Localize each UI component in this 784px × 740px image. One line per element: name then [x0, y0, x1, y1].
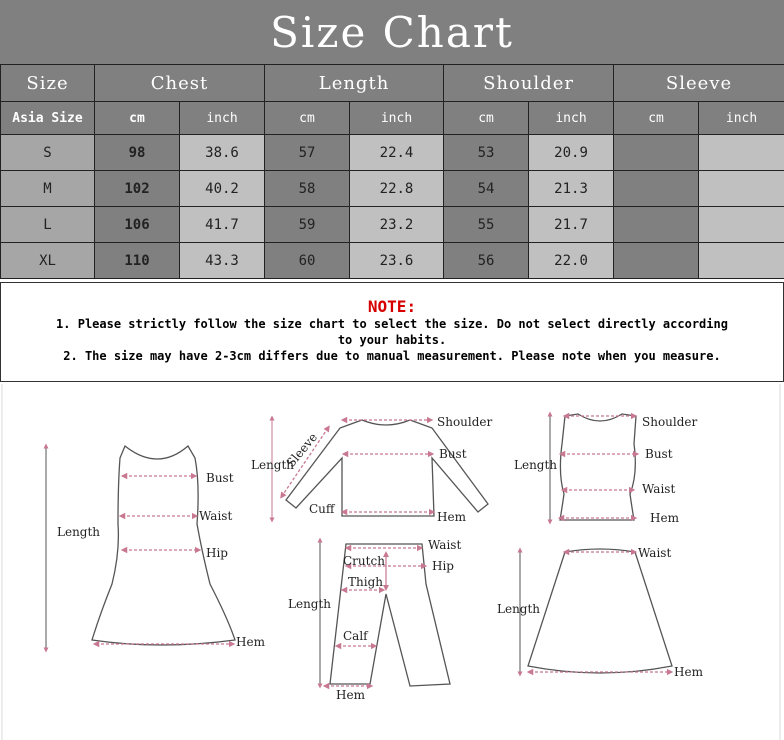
table-row — [1, 207, 784, 243]
subheader-asia-size: Asia Size — [1, 102, 95, 135]
vest-waist-label: Waist — [642, 482, 676, 496]
shoulder-inch-cell: 20.9 — [529, 135, 614, 171]
vest-hem-label: Hem — [650, 511, 679, 525]
shoulder-inch-cell: 21.7 — [529, 207, 614, 243]
subheader-chest-cm: cm — [95, 102, 180, 135]
vest-diagram — [514, 414, 698, 525]
sleeve-cm-cell — [614, 207, 699, 243]
chest-inch-cell: 43.3 — [180, 243, 265, 279]
size-label: S — [1, 135, 95, 171]
note-line-1-cont: to your habits. — [337, 333, 447, 347]
chest-cm-cell: 106 — [95, 207, 180, 243]
length-cm-cell: 59 — [265, 207, 350, 243]
note-line-1: 1. Please strictly follow the size chart to select the size. Do not select directly according — [56, 317, 728, 331]
table-row — [1, 171, 784, 207]
shoulder-cm-cell: 56 — [444, 243, 529, 279]
length-cm-cell: 60 — [265, 243, 350, 279]
pants-thigh-label: Thigh — [348, 575, 383, 589]
chest-inch-cell: 38.6 — [180, 135, 265, 171]
subheader-shoulder-cm: cm — [444, 102, 529, 135]
header-sleeve: Sleeve — [614, 65, 784, 102]
vest-length-label: Length — [514, 458, 558, 472]
sweater-diagram — [251, 415, 493, 524]
sweater-sleeve-label: Sleeve — [283, 430, 321, 470]
skirt-length-label: Length — [497, 602, 541, 616]
sweater-hem-label: Hem — [437, 510, 466, 524]
skirt-diagram — [497, 546, 704, 679]
pants-crutch-label: Crutch — [343, 554, 385, 568]
chest-inch-cell: 40.2 — [180, 171, 265, 207]
pants-calf-label: Calf — [343, 629, 368, 643]
shoulder-cm-cell: 55 — [444, 207, 529, 243]
size-label: XL — [1, 243, 95, 279]
sweater-cuff-label: Cuff — [309, 502, 335, 516]
vest-bust-label: Bust — [645, 447, 673, 461]
size-table — [0, 64, 784, 279]
title-bar — [0, 0, 784, 64]
dress-hip-label: Hip — [206, 546, 228, 560]
length-inch-cell: 23.6 — [350, 243, 444, 279]
chest-cm-cell: 98 — [95, 135, 180, 171]
subheader-length-inch: inch — [350, 102, 444, 135]
sleeve-inch-cell — [699, 243, 784, 279]
pants-waist-label: Waist — [428, 538, 462, 552]
sleeve-inch-cell — [699, 135, 784, 171]
dress-diagram — [46, 446, 266, 650]
skirt-waist-label: Waist — [638, 546, 672, 560]
subheader-chest-inch: inch — [180, 102, 265, 135]
pants-length-label: Length — [288, 597, 332, 611]
subheader-row — [1, 102, 784, 135]
measurement-diagrams — [0, 384, 784, 740]
header-chest: Chest — [95, 65, 265, 102]
sleeve-inch-cell — [699, 171, 784, 207]
vest-shoulder-label: Shoulder — [642, 415, 698, 429]
note-title: NOTE: — [367, 297, 417, 316]
page-title: Size Chart — [270, 7, 514, 57]
subheader-sleeve-inch: inch — [699, 102, 784, 135]
shoulder-cm-cell: 53 — [444, 135, 529, 171]
header-size: Size — [1, 65, 95, 102]
skirt-hem-label: Hem — [674, 665, 703, 679]
shoulder-inch-cell: 21.3 — [529, 171, 614, 207]
dress-bust-label: Bust — [206, 471, 234, 485]
size-label: M — [1, 171, 95, 207]
sweater-bust-label: Bust — [439, 447, 467, 461]
shoulder-cm-cell: 54 — [444, 171, 529, 207]
sweater-shoulder-label: Shoulder — [437, 415, 493, 429]
header-length: Length — [265, 65, 444, 102]
header-shoulder: Shoulder — [444, 65, 614, 102]
size-label: L — [1, 207, 95, 243]
length-inch-cell: 22.8 — [350, 171, 444, 207]
sweater-length-label: Length — [251, 458, 295, 472]
subheader-shoulder-inch: inch — [529, 102, 614, 135]
length-inch-cell: 23.2 — [350, 207, 444, 243]
dress-waist-label: Waist — [199, 509, 233, 523]
dress-length-label: Length — [57, 525, 101, 539]
table-row — [1, 243, 784, 279]
sleeve-cm-cell — [614, 243, 699, 279]
shoulder-inch-cell: 22.0 — [529, 243, 614, 279]
length-inch-cell: 22.4 — [350, 135, 444, 171]
header-row — [1, 65, 784, 102]
subheader-length-cm: cm — [265, 102, 350, 135]
length-cm-cell: 57 — [265, 135, 350, 171]
sleeve-inch-cell — [699, 207, 784, 243]
sleeve-cm-cell — [614, 135, 699, 171]
chest-cm-cell: 110 — [95, 243, 180, 279]
pants-hem-label: Hem — [336, 688, 365, 702]
note-line-2: 2. The size may have 2-3cm differs due to manual measurement. Please note when you measure. — [63, 349, 721, 363]
pants-diagram — [288, 538, 461, 702]
chest-cm-cell: 102 — [95, 171, 180, 207]
dress-hem-label: Hem — [236, 635, 265, 649]
chest-inch-cell: 41.7 — [180, 207, 265, 243]
length-cm-cell: 58 — [265, 171, 350, 207]
pants-hip-label: Hip — [432, 559, 454, 573]
sleeve-cm-cell — [614, 171, 699, 207]
subheader-sleeve-cm: cm — [614, 102, 699, 135]
table-row — [1, 135, 784, 171]
notes-box — [0, 282, 784, 382]
